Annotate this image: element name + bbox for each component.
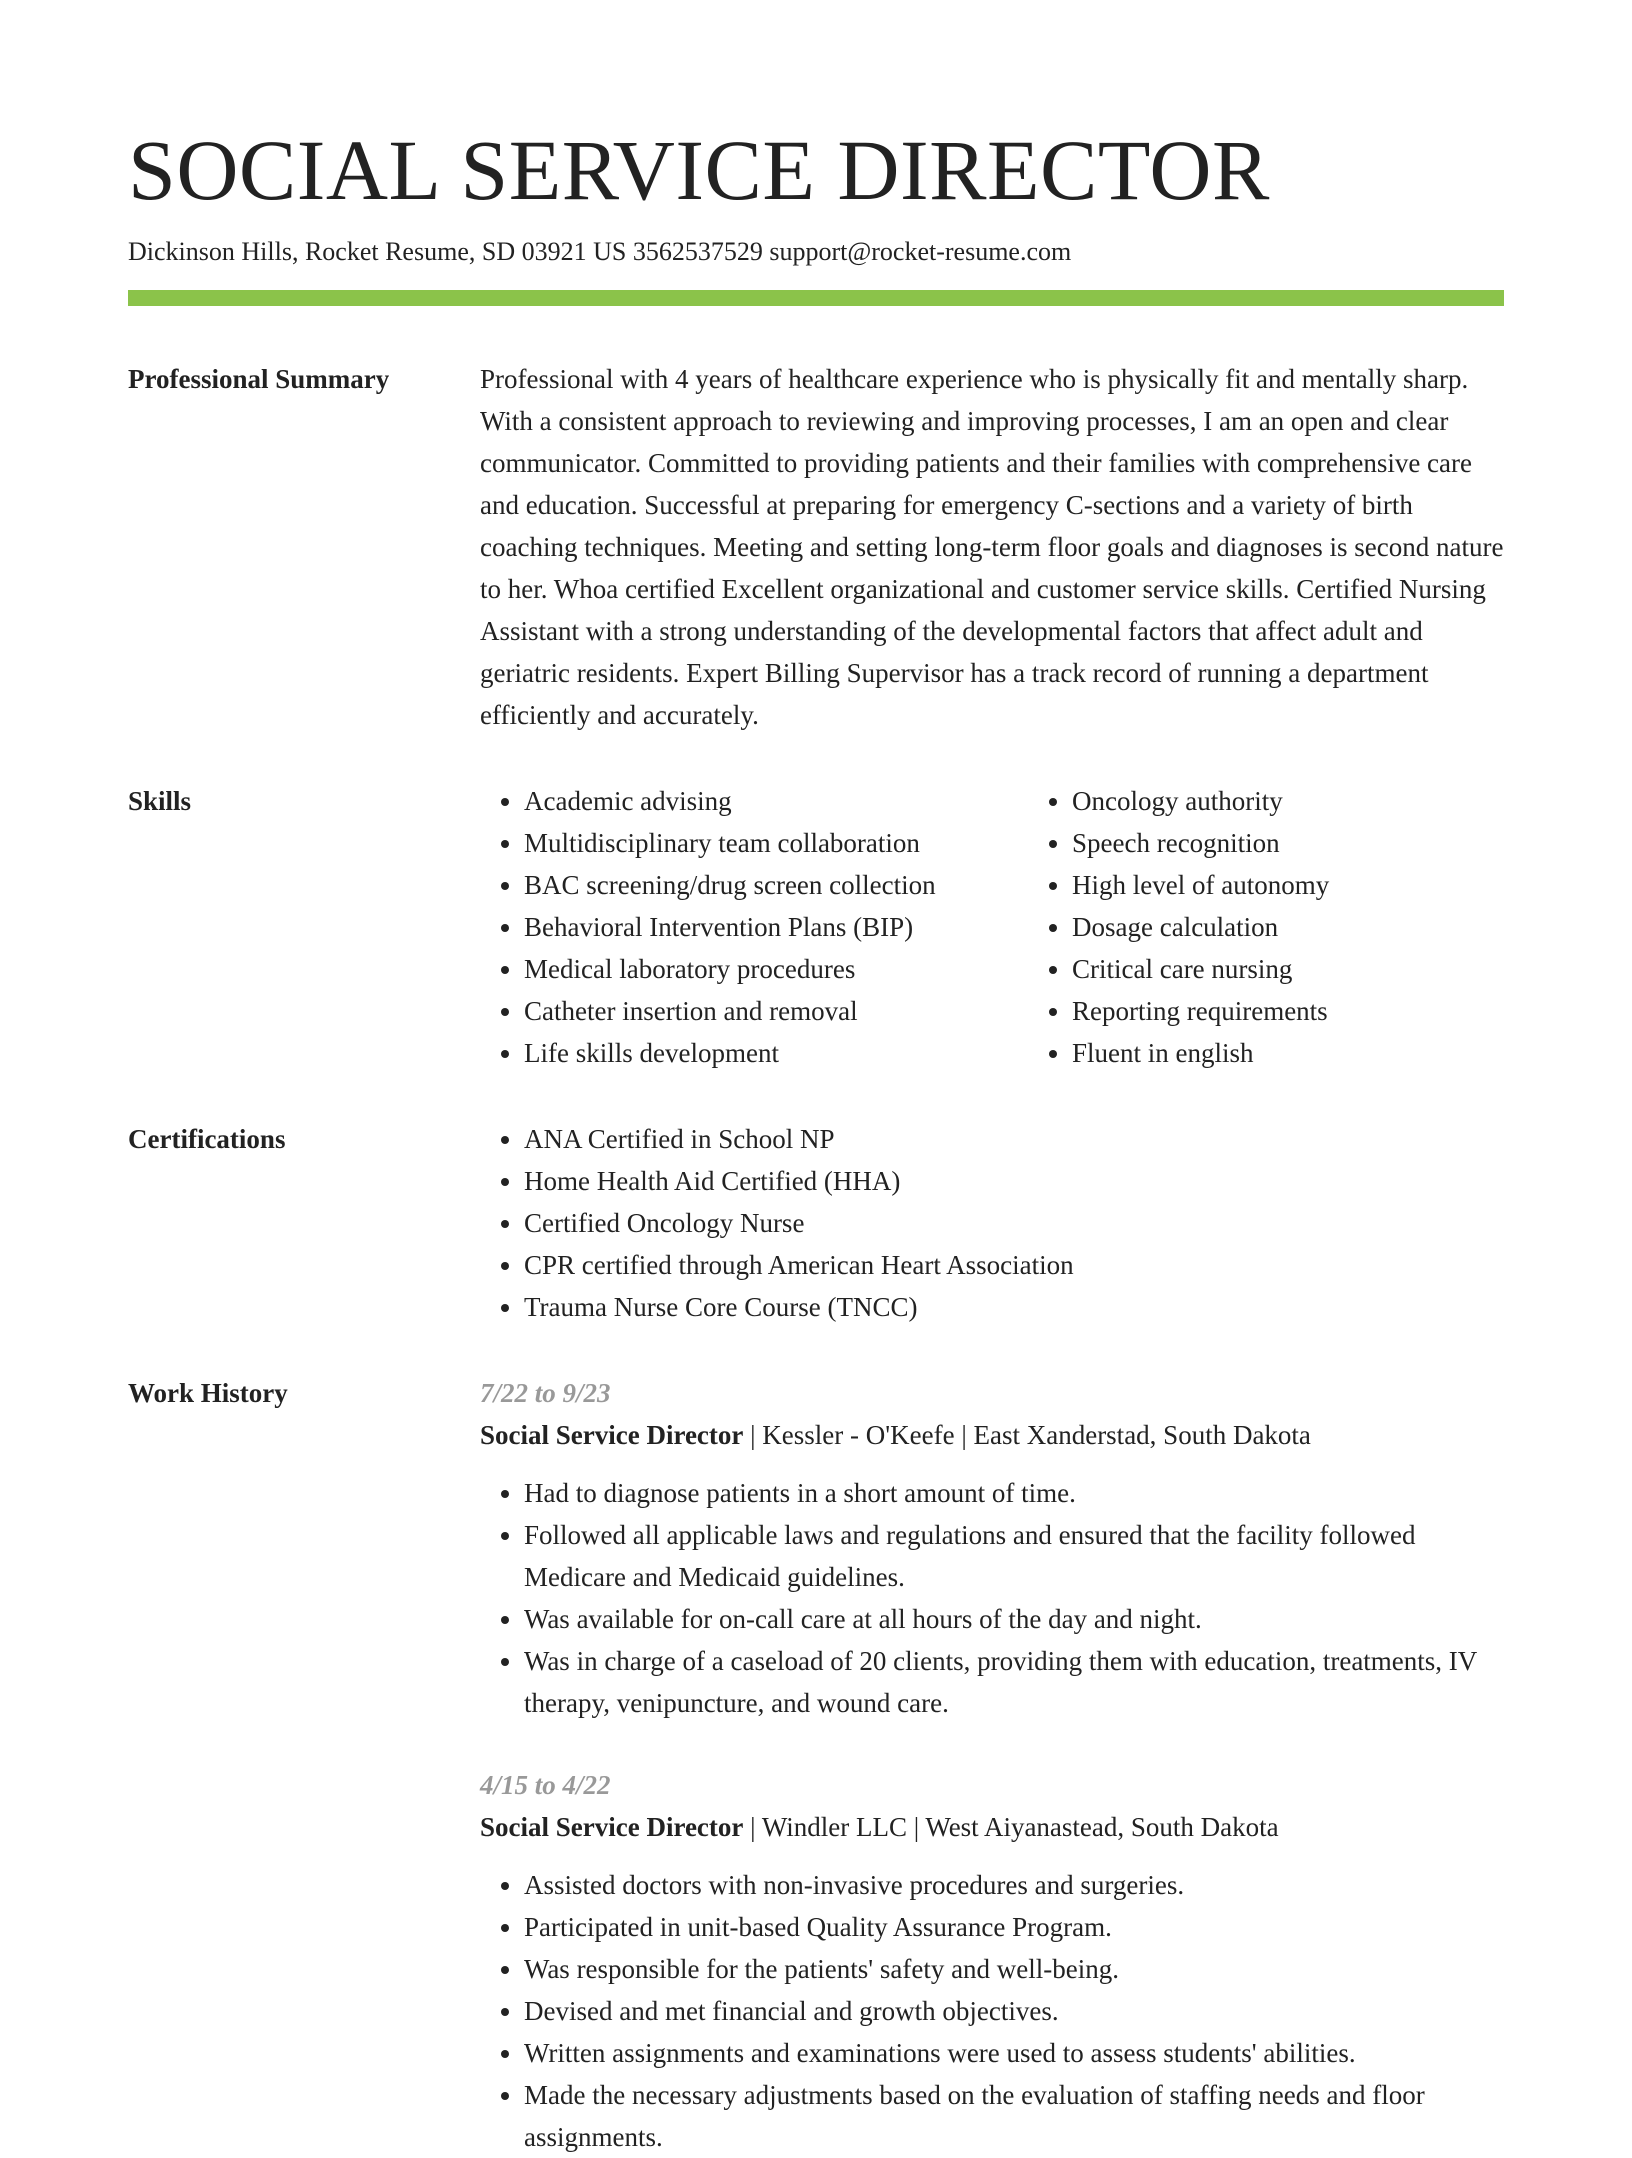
skill-item: • Medical laboratory procedures <box>524 948 1028 990</box>
certification-item: • Home Health Aid Certified (HHA) <box>524 1160 1504 1202</box>
job-header <box>480 1806 1504 1848</box>
summary-heading: Professional Summary <box>128 364 390 394</box>
certification-item: • Certified Oncology Nurse <box>524 1202 1504 1244</box>
summary-text: Professional with 4 years of healthcare experience who is physically fit and mentally sharp. With a consistent approach to reviewing and improving processes, I am an open and clear communicator. Committed to providing patients and their families with comprehensive care and education. Successful at preparing for emergency C-sections and a variety of birth coaching techniques. Meeting and setting long-term floor goals and diagnoses is second nature to her. Whoa certified Excellent organizational and customer service skills. Certified Nursing Assistant with a strong understanding of the developmental factors that affect adult and geriatric residents. Expert Billing Supervisor has a track record of running a department efficiently and accurately. <box>480 364 1504 730</box>
skills-heading: Skills <box>128 786 192 816</box>
certification-item: • ANA Certified in School NP <box>524 1118 1504 1160</box>
job-duties-list <box>480 1472 1504 1724</box>
job-duty-item: • Made the necessary adjustments based on the evaluation of staffing needs and floor assignments. <box>524 2074 1504 2158</box>
job-dates: 4/15 to 4/22 <box>480 1770 611 1800</box>
skill-item: • Speech recognition <box>1072 822 1329 864</box>
job-entry <box>480 1372 1504 1724</box>
skill-item: • Critical care nursing <box>1072 948 1329 990</box>
job-duty-item: • Was responsible for the patients' safety and well-being. <box>524 1948 1504 1990</box>
skill-item: • Life skills development <box>524 1032 1028 1074</box>
skill-item: • High level of autonomy <box>1072 864 1329 906</box>
skills-column-1 <box>480 780 1028 1074</box>
certifications-list <box>480 1118 1504 1328</box>
accent-divider <box>128 290 1504 306</box>
job-duty-item: • Written assignments and examinations were used to assess students' abilities. <box>524 2032 1504 2074</box>
skill-item: • Behavioral Intervention Plans (BIP) <box>524 906 1028 948</box>
skill-item: • Academic advising <box>524 780 1028 822</box>
work-history-heading: Work History <box>128 1378 288 1408</box>
job-title: Social Service Director <box>480 1420 744 1450</box>
certification-item: • CPR certified through American Heart Association <box>524 1244 1504 1286</box>
job-header <box>480 1414 1504 1456</box>
contact-info: Dickinson Hills, Rocket Resume, SD 03921 US 3562537529 support@rocket-resume.com <box>128 237 1072 266</box>
job-title: Social Service Director <box>480 1812 744 1842</box>
job-duty-item: • Was in charge of a caseload of 20 clients, providing them with education, treatments, IV therapy, venipuncture, and wound care. <box>524 1640 1504 1724</box>
skill-item: • Reporting requirements <box>1072 990 1329 1032</box>
summary-section <box>128 358 1504 736</box>
job-duty-item: • Followed all applicable laws and regulations and ensured that the facility followed Medicare and Medicaid guidelines. <box>524 1514 1504 1598</box>
skill-item: • Dosage calculation <box>1072 906 1329 948</box>
certifications-section <box>128 1118 1504 1328</box>
job-duties-list <box>480 1864 1504 2158</box>
job-duty-item: • Assisted doctors with non-invasive procedures and surgeries. <box>524 1864 1504 1906</box>
skills-section <box>128 780 1504 1074</box>
job-details: | Kessler - O'Keefe | East Xanderstad, South Dakota <box>743 1420 1311 1450</box>
job-duty-item: • Devised and met financial and growth objectives. <box>524 1990 1504 2032</box>
job-details: | Windler LLC | West Aiyanastead, South Dakota <box>743 1812 1279 1842</box>
job-duty-item: • Participated in unit-based Quality Assurance Program. <box>524 1906 1504 1948</box>
skill-item: • Fluent in english <box>1072 1032 1329 1074</box>
resume-name: SOCIAL SERVICE DIRECTOR <box>128 122 1270 218</box>
certifications-heading: Certifications <box>128 1124 286 1154</box>
certification-item: • Trauma Nurse Core Course (TNCC) <box>524 1286 1504 1328</box>
job-dates: 7/22 to 9/23 <box>480 1378 611 1408</box>
job-entry <box>480 1764 1504 2158</box>
skill-item: • Catheter insertion and removal <box>524 990 1028 1032</box>
skill-item: • BAC screening/drug screen collection <box>524 864 1028 906</box>
work-history-section <box>128 1372 1504 2158</box>
skill-item: • Oncology authority <box>1072 780 1329 822</box>
job-duty-item: • Had to diagnose patients in a short amount of time. <box>524 1472 1504 1514</box>
job-duty-item: • Was available for on-call care at all hours of the day and night. <box>524 1598 1504 1640</box>
skill-item: • Multidisciplinary team collaboration <box>524 822 1028 864</box>
skills-column-2 <box>1028 780 1329 1074</box>
